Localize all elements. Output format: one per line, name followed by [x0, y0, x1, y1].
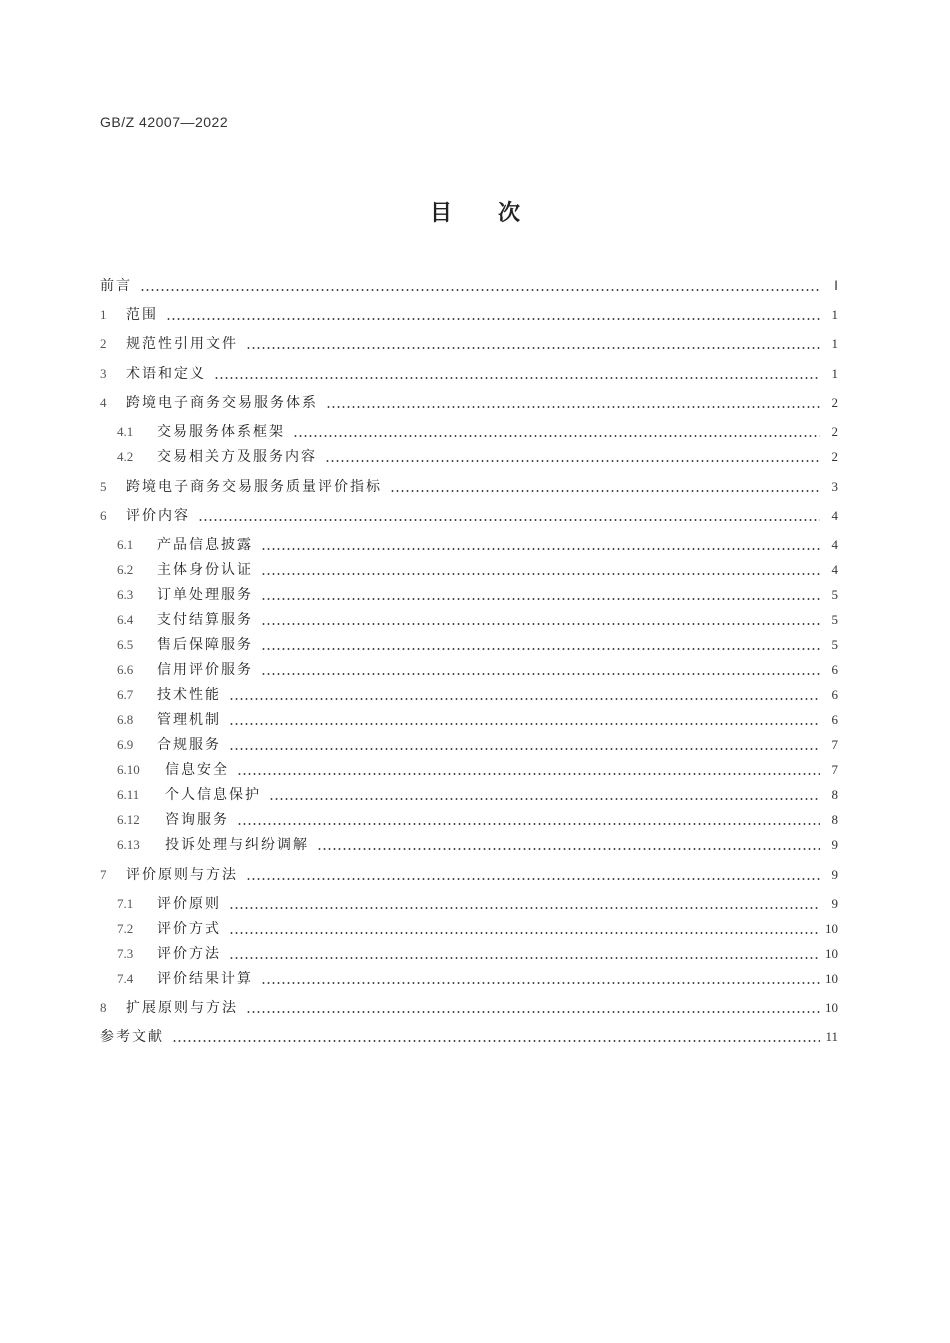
toc-page-number: 10: [825, 921, 838, 936]
toc-section-number: 6.7: [117, 687, 134, 702]
toc-page-number: 4: [831, 537, 838, 552]
toc-section-number: 6.12: [117, 812, 140, 827]
leader-dots: [326, 393, 820, 413]
toc-entry-6-13[interactable]: [117, 835, 838, 855]
leader-dots: [229, 735, 820, 755]
toc-label: 支付结算服务: [157, 612, 253, 628]
toc-label: 评价内容: [126, 508, 190, 524]
toc-page-number: 1: [831, 336, 838, 351]
toc-entry-6-1[interactable]: [117, 535, 838, 555]
toc-label: 规范性引用文件: [126, 336, 238, 352]
toc-section-number: 1: [100, 307, 107, 322]
toc-page-number: 2: [831, 395, 838, 410]
toc-page-number: 6: [831, 662, 838, 677]
toc-section-number: 6.6: [117, 662, 134, 677]
toc-entry-8[interactable]: [100, 998, 838, 1018]
toc-entry-7-3[interactable]: [117, 944, 838, 964]
toc-label: 评价原则: [157, 896, 221, 912]
toc-page-number: 10: [825, 946, 838, 961]
title-char-right: 次: [498, 201, 521, 226]
toc-entry-2[interactable]: [100, 334, 838, 354]
leader-dots: [261, 610, 820, 630]
leader-dots: [261, 635, 820, 655]
leader-dots: [229, 944, 820, 964]
toc-label: 评价原则与方法: [126, 867, 238, 883]
toc-page-number: 1: [831, 307, 838, 322]
toc-section-number: 6.13: [117, 837, 140, 852]
page-title: [0, 196, 950, 227]
toc-label: 评价结果计算: [157, 971, 253, 987]
leader-dots: [261, 585, 820, 605]
toc-label: 投诉处理与纠纷调解: [165, 837, 309, 853]
leader-dots: [229, 894, 820, 914]
toc-label: 信用评价服务: [157, 662, 253, 678]
toc-section-number: 7.3: [117, 946, 134, 961]
toc-label: 咨询服务: [165, 812, 229, 828]
toc-label: 参考文献: [100, 1029, 164, 1045]
leader-dots: [246, 334, 820, 354]
toc-entry-4-2[interactable]: [117, 447, 838, 467]
toc-label: 交易服务体系框架: [157, 424, 285, 440]
toc-page-number: 4: [831, 508, 838, 523]
toc-section-number: 6.5: [117, 637, 134, 652]
leader-dots: [172, 1027, 820, 1047]
leader-dots: [229, 710, 820, 730]
leader-dots: [214, 364, 820, 384]
toc-section-number: 6.10: [117, 762, 140, 777]
toc-section-number: 7.4: [117, 971, 134, 986]
toc-section-number: 7.1: [117, 896, 134, 911]
toc-section-number: 2: [100, 336, 107, 351]
leader-dots: [261, 535, 820, 555]
toc-label: 订单处理服务: [157, 587, 253, 603]
toc-label: 评价方式: [157, 921, 221, 937]
toc-label: 售后保障服务: [157, 637, 253, 653]
toc-entry-7[interactable]: [100, 865, 838, 885]
leader-dots: [237, 810, 820, 830]
toc-section-number: 6.8: [117, 712, 134, 727]
toc-label: 个人信息保护: [165, 787, 261, 803]
toc-page-number: 2: [831, 424, 838, 439]
toc-entry-6-2[interactable]: [117, 560, 838, 580]
toc-entry-6-4[interactable]: [117, 610, 838, 630]
leader-dots: [261, 969, 820, 989]
toc-section-number: 3: [100, 366, 107, 381]
leader-dots: [261, 560, 820, 580]
toc-entry-7-1[interactable]: [117, 894, 838, 914]
leader-dots: [317, 835, 820, 855]
toc-label: 管理机制: [157, 712, 221, 728]
toc-section-number: 6.11: [117, 787, 140, 802]
toc-entry-6-8[interactable]: [117, 710, 838, 730]
toc-entry-6-7[interactable]: [117, 685, 838, 705]
toc-section-number: 8: [100, 1000, 107, 1015]
toc-page-number: 10: [825, 971, 838, 986]
leader-dots: [229, 919, 820, 939]
leader-dots: [229, 685, 820, 705]
toc-entry-3[interactable]: [100, 364, 838, 384]
toc-entry-6-9[interactable]: [117, 735, 838, 755]
toc-entry-foreword[interactable]: [100, 276, 838, 296]
leader-dots: [325, 447, 820, 467]
toc-page-number: 6: [831, 687, 838, 702]
toc-section-number: 4.2: [117, 449, 134, 464]
toc-entry-4[interactable]: [100, 393, 838, 413]
toc-section-number: 5: [100, 479, 107, 494]
toc-section-number: 6.1: [117, 537, 134, 552]
toc-label: 合规服务: [157, 737, 221, 753]
leader-dots: [166, 305, 820, 325]
toc-page-number: 10: [825, 1000, 838, 1015]
toc-entry-6-5[interactable]: [117, 635, 838, 655]
leader-dots: [198, 506, 820, 526]
toc-page-number: 6: [831, 712, 838, 727]
toc-label: 跨境电子商务交易服务质量评价指标: [126, 479, 382, 495]
toc-section-number: 6.2: [117, 562, 134, 577]
toc-label: 跨境电子商务交易服务体系: [126, 395, 318, 411]
toc-entry-references[interactable]: [100, 1027, 838, 1047]
toc-label: 主体身份认证: [157, 562, 253, 578]
toc-entry-6-10[interactable]: [117, 760, 838, 780]
toc-page-number: 8: [831, 812, 838, 827]
toc-entry-7-2[interactable]: [117, 919, 838, 939]
toc-section-number: 4: [100, 395, 107, 410]
toc-entry-6-3[interactable]: [117, 585, 838, 605]
toc-entry-6-6[interactable]: [117, 660, 838, 680]
toc-page-number: 7: [831, 762, 838, 777]
leader-dots: [140, 276, 820, 296]
leader-dots: [293, 422, 820, 442]
leader-dots: [390, 477, 820, 497]
toc-page-number: 4: [831, 562, 838, 577]
toc-label: 信息安全: [165, 762, 229, 778]
toc-entry-6[interactable]: [100, 506, 838, 526]
toc-label: 前言: [100, 278, 132, 294]
toc-section-number: 7.2: [117, 921, 134, 936]
toc-label: 评价方法: [157, 946, 221, 962]
toc-section-number: 7: [100, 867, 107, 882]
toc-page-number: 11: [825, 1029, 838, 1044]
toc-page-number: 8: [831, 787, 838, 802]
toc-section-number: 6.4: [117, 612, 134, 627]
toc-page-number: 9: [831, 896, 838, 911]
leader-dots: [246, 998, 820, 1018]
toc-label: 技术性能: [157, 687, 221, 703]
toc-entry-6-11[interactable]: [117, 785, 838, 805]
toc-page-number: 9: [831, 867, 838, 882]
toc-entry-7-4[interactable]: [117, 969, 838, 989]
toc-label: 产品信息披露: [157, 537, 253, 553]
leader-dots: [246, 865, 820, 885]
toc-page-number: 2: [831, 449, 838, 464]
leader-dots: [269, 785, 820, 805]
toc-page-number: 9: [831, 837, 838, 852]
toc-section-number: 4.1: [117, 424, 134, 439]
leader-dots: [261, 660, 820, 680]
toc-label: 范围: [126, 307, 158, 323]
toc-page-number: 5: [831, 637, 838, 652]
toc-label: 扩展原则与方法: [126, 1000, 238, 1016]
toc-page-number: Ⅰ: [834, 278, 838, 293]
toc-section-number: 6: [100, 508, 107, 523]
toc-page-number: 3: [831, 479, 838, 494]
toc-label: 术语和定义: [126, 366, 206, 382]
toc-entry-1[interactable]: [100, 305, 838, 325]
toc-entry-6-12[interactable]: [117, 810, 838, 830]
toc-label: 交易相关方及服务内容: [157, 449, 317, 465]
toc-page-number: 5: [831, 612, 838, 627]
toc-section-number: 6.9: [117, 737, 134, 752]
toc-section-number: 6.3: [117, 587, 134, 602]
standard-code: GB/Z 42007—2022: [100, 114, 229, 130]
leader-dots: [237, 760, 820, 780]
toc-entry-4-1[interactable]: [117, 422, 838, 442]
toc-page-number: 1: [831, 366, 838, 381]
toc-entry-5[interactable]: [100, 477, 838, 497]
toc-page-number: 5: [831, 587, 838, 602]
toc-page-number: 7: [831, 737, 838, 752]
title-char-left: 目: [429, 201, 452, 226]
